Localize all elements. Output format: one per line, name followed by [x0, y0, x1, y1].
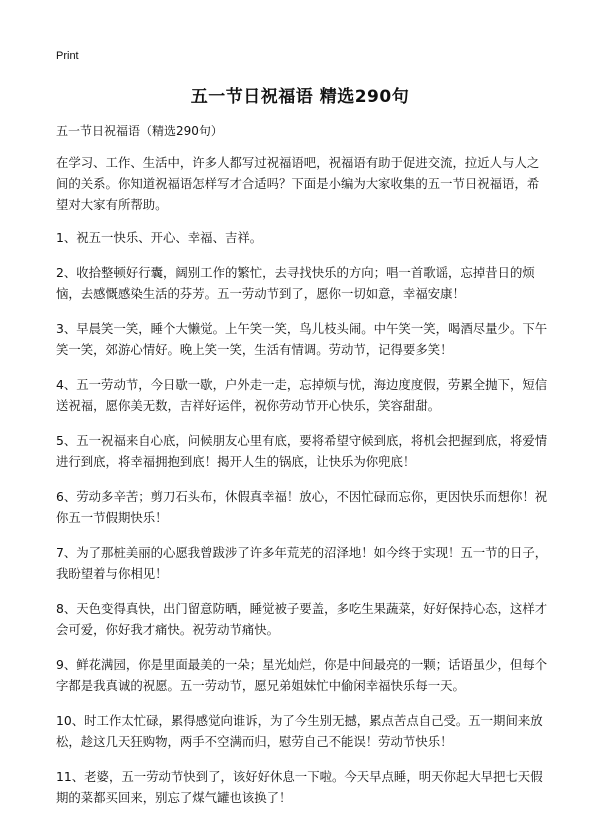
list-item: 4、五一劳动节，今日歇一歇，户外走一走，忘掉烦与忧，海边度度假，劳累全抛下，短信送祝福，愿你美无数，吉祥好运伴，祝你劳动节开心快乐，笑容甜甜。 — [56, 377, 548, 413]
list-item: 5、五一祝福来自心底，问候朋友心里有底，要将希望守候到底，将机会把握到底，将爱情进行到底，将幸福拥抱到底！揭开人生的锅底，让快乐为你兜底！ — [56, 433, 548, 469]
print-link[interactable]: Print — [56, 50, 79, 62]
list-item: 1、祝五一快乐、开心、幸福、吉祥。 — [56, 230, 263, 245]
article-body — [56, 152, 548, 822]
page-title: 五一节日祝福语 精选290句 — [190, 87, 410, 107]
list-item: 2、收拾整顿好行囊，阔别工作的繁忙，去寻找快乐的方向；唱一首歌谣，忘掉昔日的烦恼，去感慨感染生活的芬芳。五一劳动节到了，愿你一切如意，幸福安康！ — [56, 265, 535, 301]
page-subtitle: 五一节日祝福语（精选290句） — [56, 124, 223, 138]
list-item: 3、早晨笑一笑，睡个大懒觉。上午笑一笑，鸟儿枝头闹。中午笑一笑，喝酒尽量少。下午笑一笑，郊游心情好。晚上笑一笑，生活有情调。劳动节，记得要多笑！ — [56, 321, 548, 357]
list-item: 11、老婆，五一劳动节快到了，该好好休息一下啦。今天早点睡，明天你起大早把七天假期的菜都买回来，别忘了煤气罐也该换了！ — [56, 769, 543, 805]
list-item: 7、为了那桩美丽的心愿我曾跋涉了许多年荒芜的沼泽地！如今终于实现！五一节的日子，我盼望着与你相见！ — [56, 545, 548, 581]
intro-paragraph: 在学习、工作、生活中，许多人都写过祝福语吧，祝福语有助于促进交流，拉近人与人之间的关系。你知道祝福语怎样写才合适吗？下面是小编为大家收集的五一节日祝福语，希望对大家有所帮助。 — [56, 155, 540, 212]
list-item: 10、时工作太忙碌，累得感觉向谁诉，为了今生别无撼，累点苦点自己受。五一期间来放松，趁这几天狂购物，两手不空满而归，慰劳自己不能误！劳动节快乐！ — [56, 713, 543, 749]
list-item: 9、鲜花满园，你是里面最美的一朵；星光灿烂，你是中间最亮的一颗；话语虽少，但每个字都是我真诚的祝愿。五一劳动节，愿兄弟姐妹忙中偷闲幸福快乐每一天。 — [56, 657, 548, 693]
list-item: 6、劳动多辛苦；剪刀石头布，休假真幸福！放心，不因忙碌而忘你，更因快乐而想你！祝你五一节假期快乐！ — [56, 489, 548, 525]
list-item: 8、天色变得真快，出门留意防晒，睡觉被子要盖，多吃生果蔬菜，好好保持心态，这样才会可爱，你好我才痛快。祝劳动节痛快。 — [56, 601, 548, 637]
